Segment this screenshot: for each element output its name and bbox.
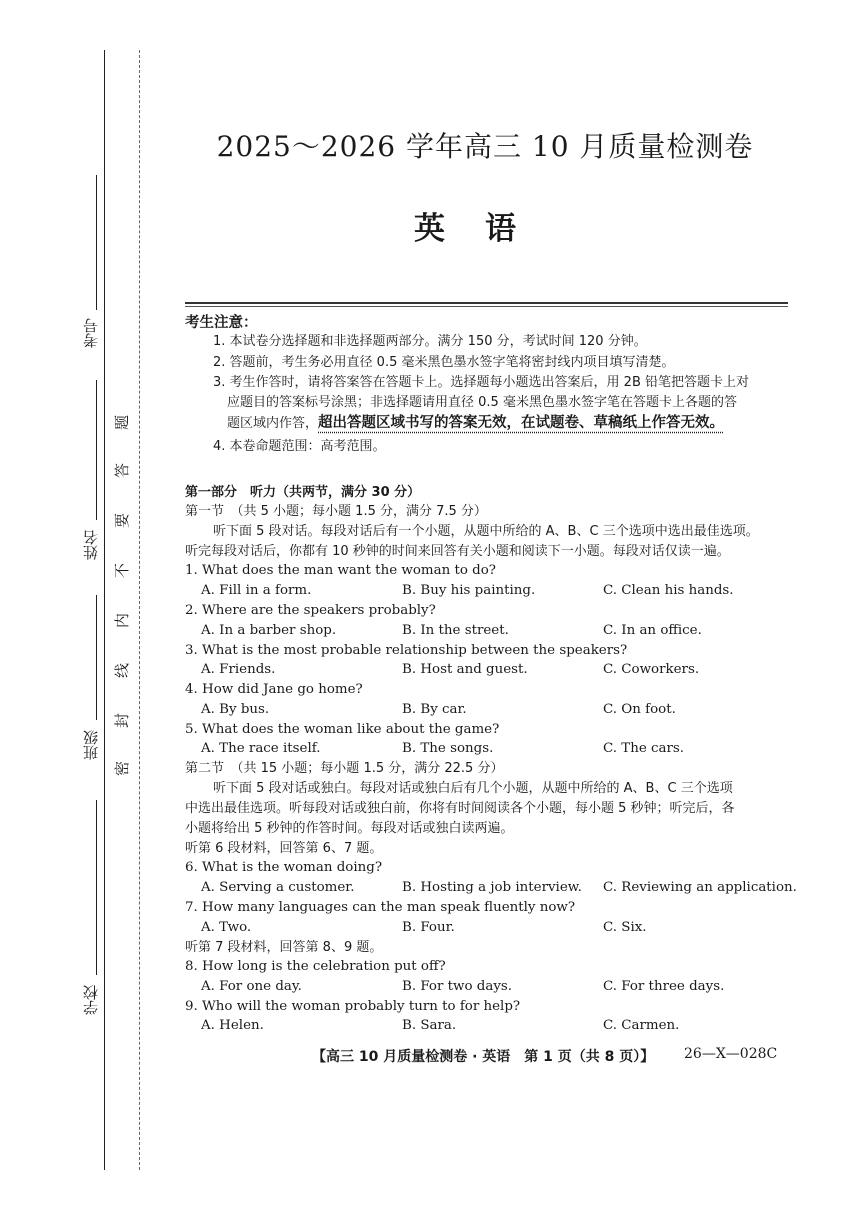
notice-item-3-plain: 题区域内作答， — [227, 416, 319, 431]
exam-title: 2025～2026 学年高三 10 月质量检测卷 — [216, 130, 754, 163]
seal-char-8: 密 — [113, 760, 132, 777]
notice-item-2: 2. 答题前，考生务必用直径 0.5 毫米黑色墨水签字笔将密封线内项目填写清楚。 — [213, 355, 675, 370]
header-rule — [185, 302, 788, 304]
seal-char-4: 不 — [113, 562, 132, 579]
q5-option-c: C. The cars. — [603, 741, 685, 756]
q7-option-b: B. Four. — [402, 920, 455, 935]
subject-title: 英语 — [414, 211, 556, 247]
notice-item-3-line-3 — [227, 413, 724, 434]
q5-option-b: B. The songs. — [402, 741, 494, 756]
section-1-instruction-2: 听完每段对话后，你都有 10 秒钟的时间来回答有关小题和阅读下一小题。每段对话仅读一遍。 — [185, 544, 730, 559]
q4-option-a: A. By bus. — [201, 702, 270, 717]
question-5: 5. What does the woman like about the game? — [185, 722, 500, 737]
part-1-heading: 第一部分 听力（共两节，满分 30 分） — [185, 485, 421, 500]
page-footer: 【高三 10 月质量检测卷 · 英语 第 1 页（共 8 页）】 — [312, 1049, 655, 1065]
q2-option-c: C. In an office. — [603, 623, 702, 638]
q8-option-c: C. For three days. — [603, 979, 725, 994]
q3-option-a: A. Friends. — [201, 662, 276, 677]
q8-option-b: B. For two days. — [402, 979, 513, 994]
q9-option-a: A. Helen. — [201, 1018, 264, 1033]
notice-item-1: 1. 本试卷分选择题和非选择题两部分。满分 150 分，考试时间 120 分钟。 — [213, 334, 647, 349]
section-2-instruction-1: 听下面 5 段对话或独白。每段对话或独白后有几个小题，从题中所给的 A、B、C 三个选项 — [213, 781, 733, 796]
q7-option-c: C. Six. — [603, 920, 647, 935]
q1-option-a: A. Fill in a form. — [201, 583, 312, 598]
exam-code: 26—X—028C — [684, 1046, 778, 1062]
material-7-heading: 听第 7 段材料，回答第 8、9 题。 — [185, 940, 383, 955]
binding-line — [104, 50, 105, 1170]
class-blank[interactable] — [96, 595, 97, 720]
seal-char-1: 题 — [113, 414, 132, 431]
question-6: 6. What is the woman doing? — [185, 860, 383, 875]
q4-option-c: C. On foot. — [603, 702, 676, 717]
name-blank[interactable] — [96, 380, 97, 520]
seal-line — [139, 50, 140, 1170]
question-3: 3. What is the most probable relationship between the speakers? — [185, 643, 628, 658]
q4-option-b: B. By car. — [402, 702, 467, 717]
q5-option-a: A. The race itself. — [201, 741, 321, 756]
section-2-instruction-3: 小题将给出 5 秒钟的作答时间。每段对话或独白读两遍。 — [185, 821, 514, 836]
question-8: 8. How long is the celebration put off? — [185, 959, 446, 974]
q7-option-a: A. Two. — [201, 920, 252, 935]
exam-no-blank[interactable] — [96, 175, 97, 310]
question-2: 2. Where are the speakers probably? — [185, 603, 436, 618]
q6-option-a: A. Serving a customer. — [201, 880, 355, 895]
q6-option-c: C. Reviewing an application. — [603, 880, 797, 895]
section-1-heading: 第一节 （共 5 小题；每小题 1.5 分，满分 7.5 分） — [185, 504, 487, 519]
q9-option-c: C. Carmen. — [603, 1018, 680, 1033]
exam-no-label: 考号 — [82, 318, 100, 348]
section-1-instruction-1: 听下面 5 段对话。每段对话后有一个小题，从题中所给的 A、B、C 三个选项中选出最佳选项。 — [213, 524, 759, 539]
q2-option-a: A. In a barber shop. — [201, 623, 337, 638]
q3-option-c: C. Coworkers. — [603, 662, 700, 677]
name-label: 姓名 — [82, 530, 100, 560]
q9-option-b: B. Sara. — [402, 1018, 457, 1033]
material-6-heading: 听第 6 段材料，回答第 6、7 题。 — [185, 841, 383, 856]
notice-heading: 考生注意： — [185, 315, 258, 331]
seal-char-6: 线 — [113, 662, 132, 679]
question-7: 7. How many languages can the man speak fluently now? — [185, 900, 576, 915]
school-blank[interactable] — [96, 800, 97, 975]
q2-option-b: B. In the street. — [402, 623, 509, 638]
seal-char-5: 内 — [113, 612, 132, 629]
section-2-instruction-2: 中选出最佳选项。听每段对话或独白前，你将有时间阅读各个小题，每小题 5 秒钟；听完后，各 — [185, 801, 735, 816]
q1-option-c: C. Clean his hands. — [603, 583, 734, 598]
seal-char-3: 要 — [113, 512, 132, 529]
seal-char-2: 答 — [113, 462, 132, 479]
section-2-heading: 第二节 （共 15 小题；每小题 1.5 分，满分 22.5 分） — [185, 761, 504, 776]
notice-item-4: 4. 本卷命题范围：高考范围。 — [213, 439, 386, 454]
q8-option-a: A. For one day. — [201, 979, 302, 994]
class-label: 班级 — [82, 730, 100, 760]
header-rule-thin — [185, 306, 788, 307]
question-9: 9. Who will the woman probably turn to for help? — [185, 999, 521, 1014]
notice-item-3-emphasis: 超出答题区域书写的答案无效，在试题卷、草稿纸上作答无效。 — [318, 415, 725, 431]
question-1: 1. What does the man want the woman to do? — [185, 563, 496, 578]
q6-option-b: B. Hosting a job interview. — [402, 880, 582, 895]
q1-option-b: B. Buy his painting. — [402, 583, 536, 598]
seal-char-7: 封 — [113, 712, 132, 729]
notice-item-3-line-2: 应题目的答案标号涂黑；非选择题请用直径 0.5 毫米黑色墨水签字笔在答题卡上各题的答 — [227, 395, 737, 410]
question-4: 4. How did Jane go home? — [185, 682, 363, 697]
notice-item-3-line-1: 3. 考生作答时，请将答案答在答题卡上。选择题每小题选出答案后，用 2B 铅笔把答题卡上对 — [213, 375, 749, 390]
school-label: 学校 — [82, 985, 100, 1015]
q3-option-b: B. Host and guest. — [402, 662, 528, 677]
